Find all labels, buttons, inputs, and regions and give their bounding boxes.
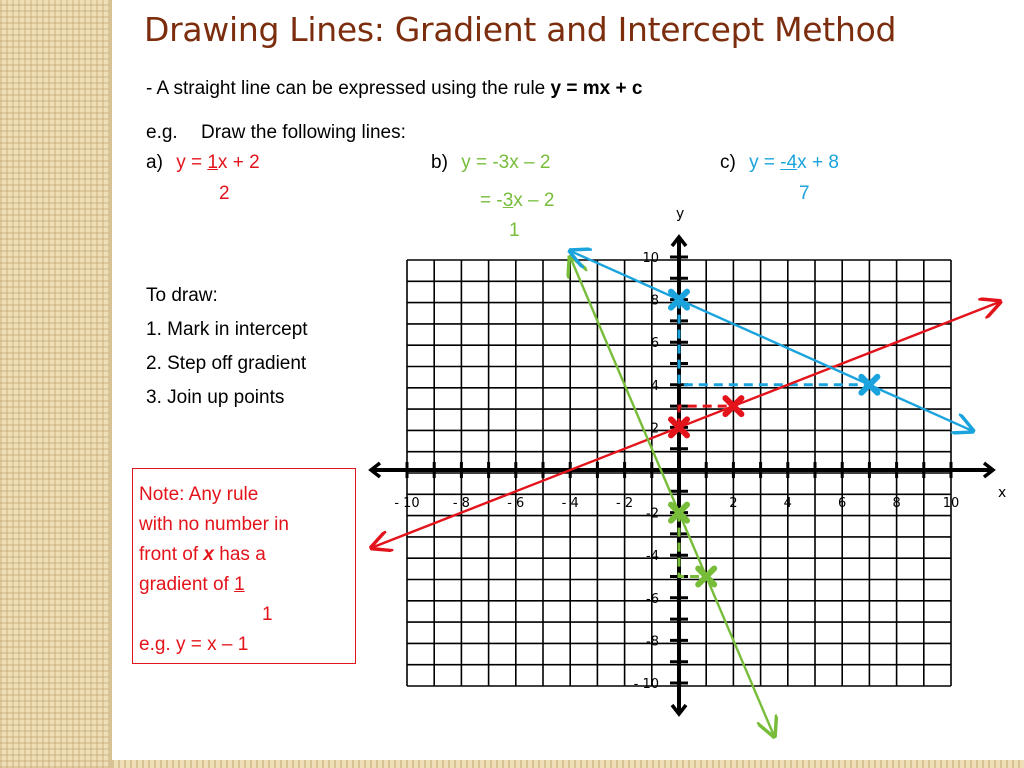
intro-rule: y = mx + c (550, 78, 643, 99)
item-b-equation: y = -3x – 2 (461, 152, 551, 173)
to-draw-heading: To draw: (146, 285, 218, 306)
y-tick-label: 2 (650, 421, 659, 437)
item-b-gradient-denominator: 1 (509, 220, 520, 241)
note-variable-x: x (203, 544, 214, 565)
x-tick-label: - 4 (561, 496, 579, 511)
item-c-eq-rest: x + 8 (797, 152, 839, 173)
item-b-line2-start: = - (480, 190, 503, 211)
x-tick-label: - 10 (394, 496, 420, 511)
step-item: 3. Join up points (146, 387, 285, 408)
item-b-gradient-numerator: 3 (502, 190, 514, 211)
example-instruction: Draw the following lines: (200, 122, 406, 143)
item-b-line2-rest: x – 2 (513, 190, 555, 211)
y-tick-label: - 10 (633, 677, 659, 692)
y-tick-label: -2 (646, 506, 659, 522)
x-tick-label: 10 (942, 496, 960, 511)
item-a-eq-rest: x + 2 (217, 152, 260, 173)
x-tick-label: - 2 (616, 496, 634, 511)
note-line3-end: has a (214, 544, 266, 565)
example-label: e.g. (146, 122, 178, 143)
graph-axes (371, 237, 993, 714)
item-a-gradient-denominator: 2 (219, 183, 230, 204)
y-tick-label: 6 (650, 336, 659, 352)
x-tick-label: - 6 (507, 496, 525, 511)
note-line: with no number in (139, 514, 289, 535)
y-tick-label: 8 (650, 293, 659, 309)
y-tick-label: 10 (642, 251, 659, 266)
item-c-label: c) (720, 152, 736, 173)
item-a-eq-start: y = (176, 152, 208, 173)
x-tick-label: 4 (783, 496, 792, 511)
line-c (570, 251, 973, 431)
note-line3-start: front of (139, 544, 204, 565)
item-a-gradient-numerator: 1 (207, 152, 218, 173)
note-gradient-numerator: 1 (234, 574, 245, 595)
y-tick-label: -6 (646, 591, 659, 607)
step-item: 2. Step off gradient (146, 353, 307, 374)
graph-marked-points (671, 292, 877, 585)
item-c-gradient-numerator: -4 (780, 152, 798, 173)
note-line4-start: gradient of (139, 574, 235, 595)
intro-prefix: - A straight line can be expressed using the rule (146, 78, 546, 99)
x-tick-label: 2 (729, 496, 738, 511)
x-tick-label: 6 (838, 496, 847, 511)
y-tick-label: -4 (646, 549, 659, 565)
note-line: Note: Any rule (139, 484, 259, 505)
note-line: e.g. y = x – 1 (139, 634, 249, 655)
y-tick-label: -8 (646, 634, 659, 650)
y-axis-label: y (676, 206, 685, 222)
note-line: 1 (262, 604, 273, 625)
x-tick-label: 8 (892, 496, 901, 511)
item-b-label: b) (431, 152, 448, 173)
item-a-label: a) (146, 152, 163, 173)
item-c-gradient-denominator: 7 (799, 183, 810, 204)
slide-title: Drawing Lines: Gradient and Intercept Method (144, 10, 897, 49)
x-tick-label: - 8 (452, 496, 470, 511)
y-tick-label: 4 (650, 378, 659, 394)
step-item: 1. Mark in intercept (146, 319, 308, 340)
x-axis-label: x (998, 485, 1007, 501)
item-c-eq-start: y = (749, 152, 781, 173)
